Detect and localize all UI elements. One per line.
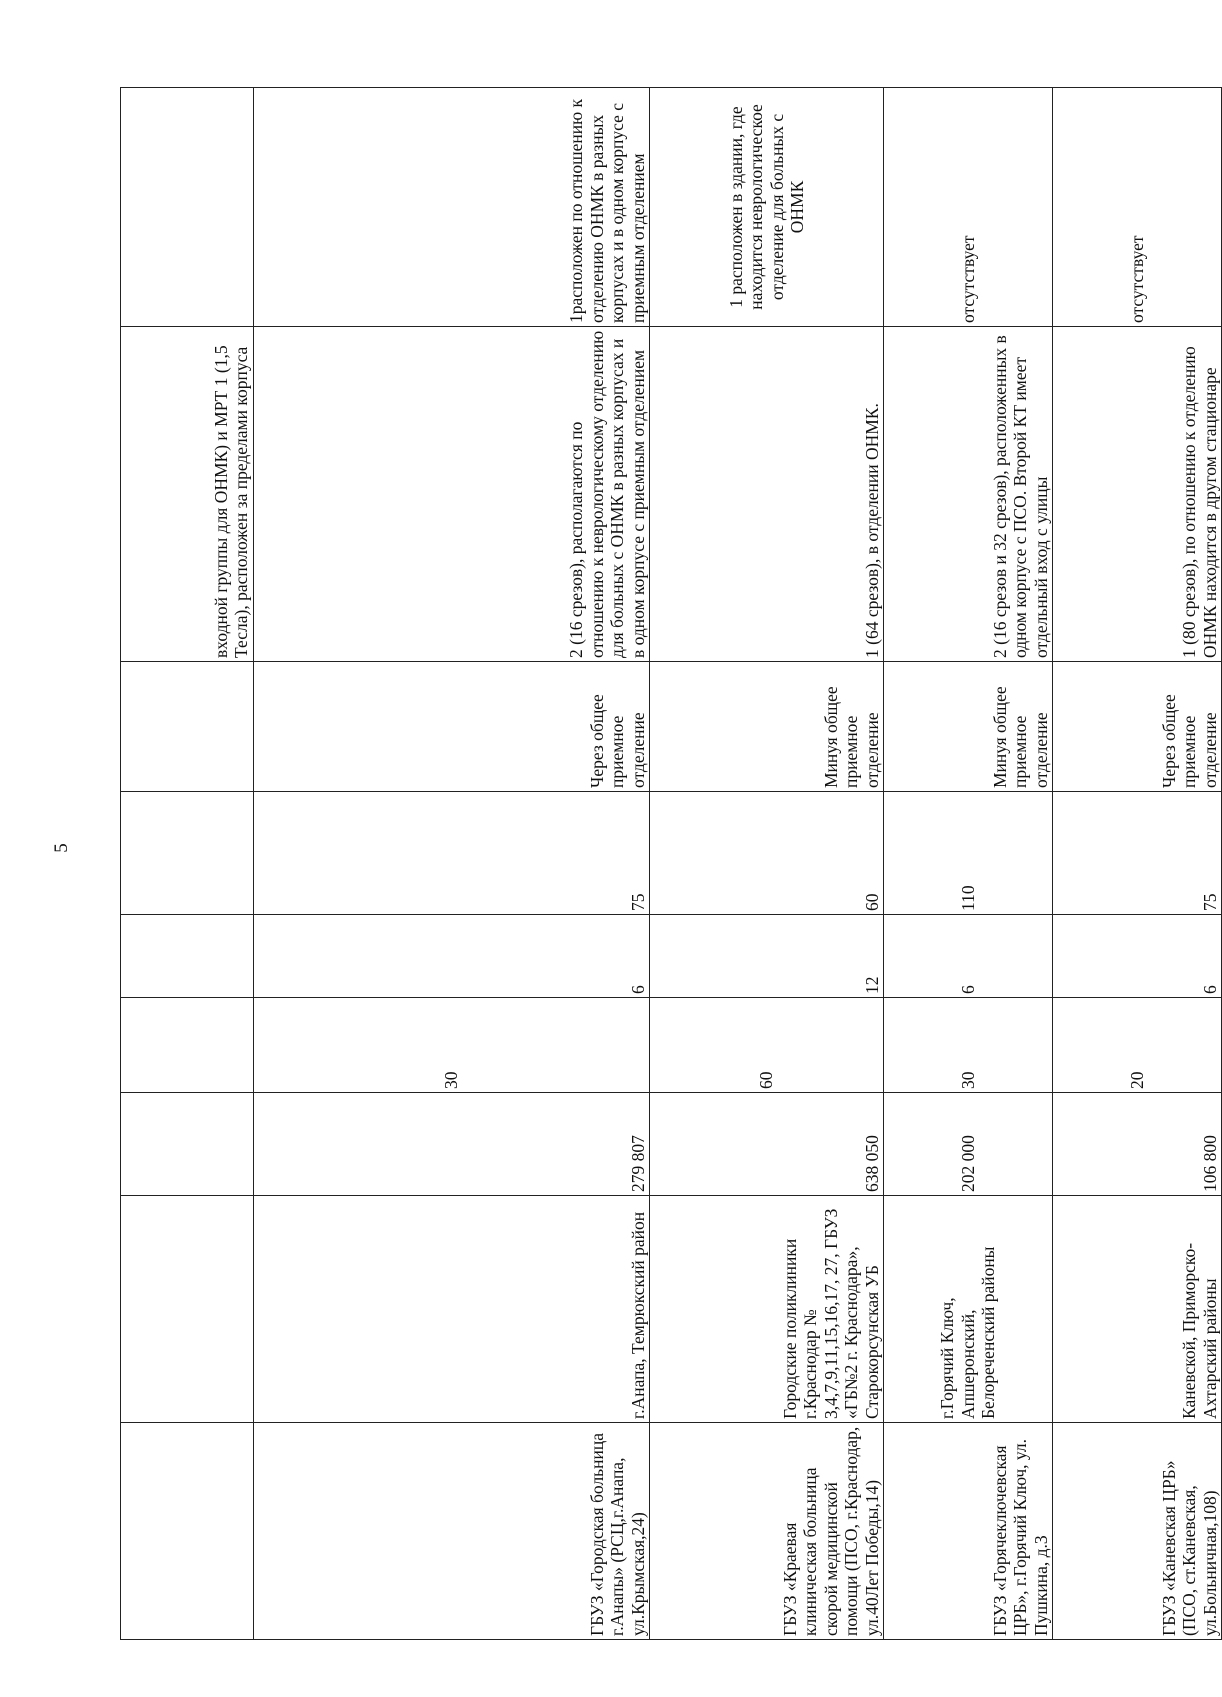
table-cell: ГБУЗ «Краевая клиническая больница скорой медицинской помощи (ПСО, г.Краснодар, ул.40Лет Победы,14) bbox=[650, 1423, 884, 1640]
table-cell: ГБУЗ «Горячеключевская ЦРБ», г.Горячий Ключ, ул. Пушкина, д.3 bbox=[884, 1423, 1053, 1640]
table-cell bbox=[121, 1196, 254, 1423]
table-cell: Минуя общее приемное отделение bbox=[650, 662, 884, 792]
table-cell: 75 bbox=[253, 792, 649, 915]
table-cell: 6 bbox=[253, 915, 649, 998]
table-cell: г.Анапа, Темрюкский район bbox=[253, 1196, 649, 1423]
table-cell: г.Горячий Ключ, Апшеронский, Белореченский районы bbox=[884, 1196, 1053, 1423]
table-cell bbox=[121, 1423, 254, 1640]
table-cell: 279 807 bbox=[253, 1093, 649, 1196]
page-number: 5 bbox=[51, 843, 72, 853]
table-cell: Каневской, Приморско-Ахтарский районы bbox=[1052, 1196, 1221, 1423]
table-row bbox=[121, 88, 254, 1640]
table-cell: 106 800 bbox=[1052, 1093, 1221, 1196]
table-cell: 6 bbox=[884, 915, 1053, 998]
table-cell bbox=[121, 1093, 254, 1196]
table-cell: отсутствует bbox=[884, 88, 1053, 327]
table-cell bbox=[121, 998, 254, 1093]
rotated-table-wrapper bbox=[120, 88, 1222, 1640]
table-cell: Минуя общее приемное отделение bbox=[884, 662, 1053, 792]
table-row bbox=[253, 88, 649, 1640]
table-cell: 75 bbox=[1052, 792, 1221, 915]
table-cell: 12 bbox=[650, 915, 884, 998]
table-row bbox=[650, 88, 884, 1640]
table-cell: 202 000 bbox=[884, 1093, 1053, 1196]
table-cell bbox=[121, 792, 254, 915]
table-cell: отсутствует bbox=[1052, 88, 1221, 327]
table-cell: 1 (80 срезов), по отношению к отделению ОНМК находится в другом стационаре bbox=[1052, 327, 1221, 662]
table-cell: Через общее приемное отделение bbox=[1052, 662, 1221, 792]
table-cell: 60 bbox=[650, 792, 884, 915]
table-cell: Городские поликлиники г.Краснодар № 3,4,7,9,11,15,16,17, 27, ГБУЗ «ГБ№2 г. Краснодара», Старокорсунская УБ bbox=[650, 1196, 884, 1423]
table-cell: Через общее приемное отделение bbox=[253, 662, 649, 792]
table-cell: 20 bbox=[1052, 998, 1221, 1093]
table-cell bbox=[121, 915, 254, 998]
table-cell: 1 расположен в здании, где находится неврологическое отделение для больных с ОНМК bbox=[650, 88, 884, 327]
table-cell: 110 bbox=[884, 792, 1053, 915]
table-cell bbox=[121, 662, 254, 792]
table-row bbox=[884, 88, 1053, 1640]
table-cell: ГБУЗ «Городская больница г.Анапы» (РСЦ,г.Анапа, ул.Крымская,24) bbox=[253, 1423, 649, 1640]
table-cell: входной группы для ОНМК) и МРТ 1 (1,5 Тесла), расположен за пределами корпуса bbox=[121, 327, 254, 662]
table-cell: 2 (16 срезов и 32 срезов), расположенных в одном корпусе с ПСО. Второй КТ имеет отдельный вход с улицы bbox=[884, 327, 1053, 662]
table-cell: 1расположен по отношению к отделению ОНМК в разных корпусах и в одном корпусе с приемным отделением bbox=[253, 88, 649, 327]
table-cell: 1 (64 срезов), в отделении ОНМК. bbox=[650, 327, 884, 662]
table-cell: 2 (16 срезов), располагаются по отношению к неврологическому отделению для больных с ОНМК в разных корпусах и в одном корпусе с приемным отделением bbox=[253, 327, 649, 662]
table-cell: 60 bbox=[650, 998, 884, 1093]
table-cell: 30 bbox=[253, 998, 649, 1093]
table-cell: 6 bbox=[1052, 915, 1221, 998]
table-cell bbox=[121, 88, 254, 327]
table-cell: 30 bbox=[884, 998, 1053, 1093]
table-cell: ГБУЗ «Каневская ЦРБ» (ПСО, ст.Каневская, ул.Больничная,108) bbox=[1052, 1423, 1221, 1640]
table-row bbox=[1052, 88, 1221, 1640]
hospital-table bbox=[120, 87, 1222, 1640]
table-cell: 638 050 bbox=[650, 1093, 884, 1196]
